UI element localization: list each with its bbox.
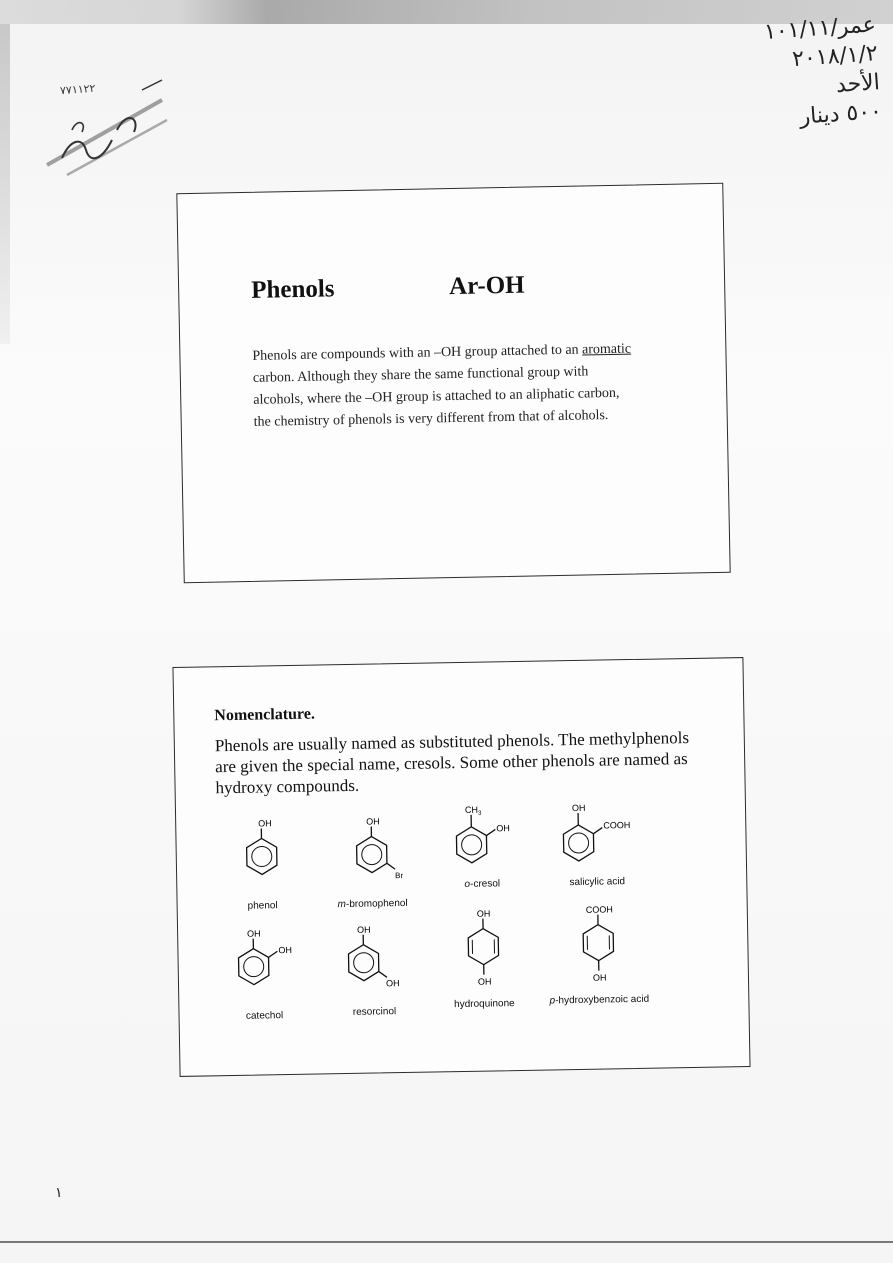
structure-label: Br	[395, 871, 404, 881]
structure-label: OH	[247, 928, 261, 939]
structure-label: OH	[385, 978, 400, 989]
compound-salicylic-acid	[531, 798, 663, 889]
body-text: carbon. Although they share the same functional group with alcohols, where the –OH group is attached to an aliphatic carbon, the chemistry of phenols is very different from that of alcohols.	[252, 364, 620, 430]
compound-name: catechol	[245, 1010, 284, 1022]
catechol-structure-icon	[223, 926, 304, 999]
slide-body: Phenols are usually named as substituted phenols. The methylphenols are given the special name, cresols. Some other phenols are named as hydroxy compounds.	[214, 728, 690, 798]
slide-formula: Ar-OH	[448, 271, 525, 301]
salicylic-acid-structure-icon	[548, 798, 645, 876]
structure-label: OH	[496, 823, 510, 834]
structure-label: OH	[477, 976, 492, 987]
scan-edge	[0, 24, 10, 344]
compound-hydroquinone	[418, 904, 550, 1011]
structure-label: OH	[476, 908, 491, 919]
slide-phenols	[176, 183, 730, 583]
compound-name: hydroquinone	[453, 998, 515, 1011]
structure-label: OH	[571, 802, 586, 814]
compound-name: m-bromophenol	[337, 897, 408, 911]
page-edge-line	[0, 1241, 893, 1243]
page-mark: ١	[55, 1186, 63, 1201]
structure-label: COOH	[603, 820, 631, 831]
body-text: Phenols are compounds with an –OH group attached to an	[252, 342, 583, 364]
compound-name: salicylic acid	[569, 876, 626, 889]
compound-p-hydroxybenzoic-acid	[533, 899, 665, 1006]
handwritten-line: ٢٠١٨/١/٢	[791, 41, 879, 73]
handwritten-line: الأحد	[835, 70, 881, 99]
o-cresol-structure-icon	[441, 800, 522, 877]
compound-name: p-hydroxybenzoic acid	[549, 993, 650, 1007]
slide-body	[252, 339, 634, 434]
stamp-number: ٧٧١١٢٢	[59, 81, 96, 98]
hydroquinone-structure-icon	[448, 904, 520, 997]
m-bromophenol-structure-icon	[336, 814, 407, 887]
resorcinol-structure-icon	[333, 922, 414, 995]
structure-label: OH	[356, 924, 371, 935]
structure-label: OH	[592, 972, 607, 983]
phenol-structure-icon	[226, 816, 297, 889]
compound-name: resorcinol	[352, 1006, 397, 1018]
compound-name: o-cresol	[464, 878, 501, 890]
compound-name: phenol	[247, 900, 278, 912]
structure-label: COOH	[585, 904, 613, 915]
handwritten-line: عمر/١٠١/١١	[763, 12, 877, 45]
handwritten-line: ٥٠٠ دينار	[798, 98, 883, 130]
aromatic-link: aromatic	[581, 341, 632, 358]
slide-nomenclature	[172, 657, 750, 1077]
handwritten-note	[705, 10, 883, 138]
structure-label: OH	[258, 818, 272, 829]
structure-label: OH	[278, 944, 293, 956]
svg-text:CH3: $CH_3$	[464, 804, 482, 817]
p-hydroxybenzoic-acid-structure-icon	[563, 900, 635, 993]
structure-label: OH	[366, 816, 380, 827]
slide-heading: Nomenclature.	[214, 705, 316, 725]
slide-title: Phenols	[250, 275, 335, 304]
compound-o-cresol	[416, 800, 548, 891]
